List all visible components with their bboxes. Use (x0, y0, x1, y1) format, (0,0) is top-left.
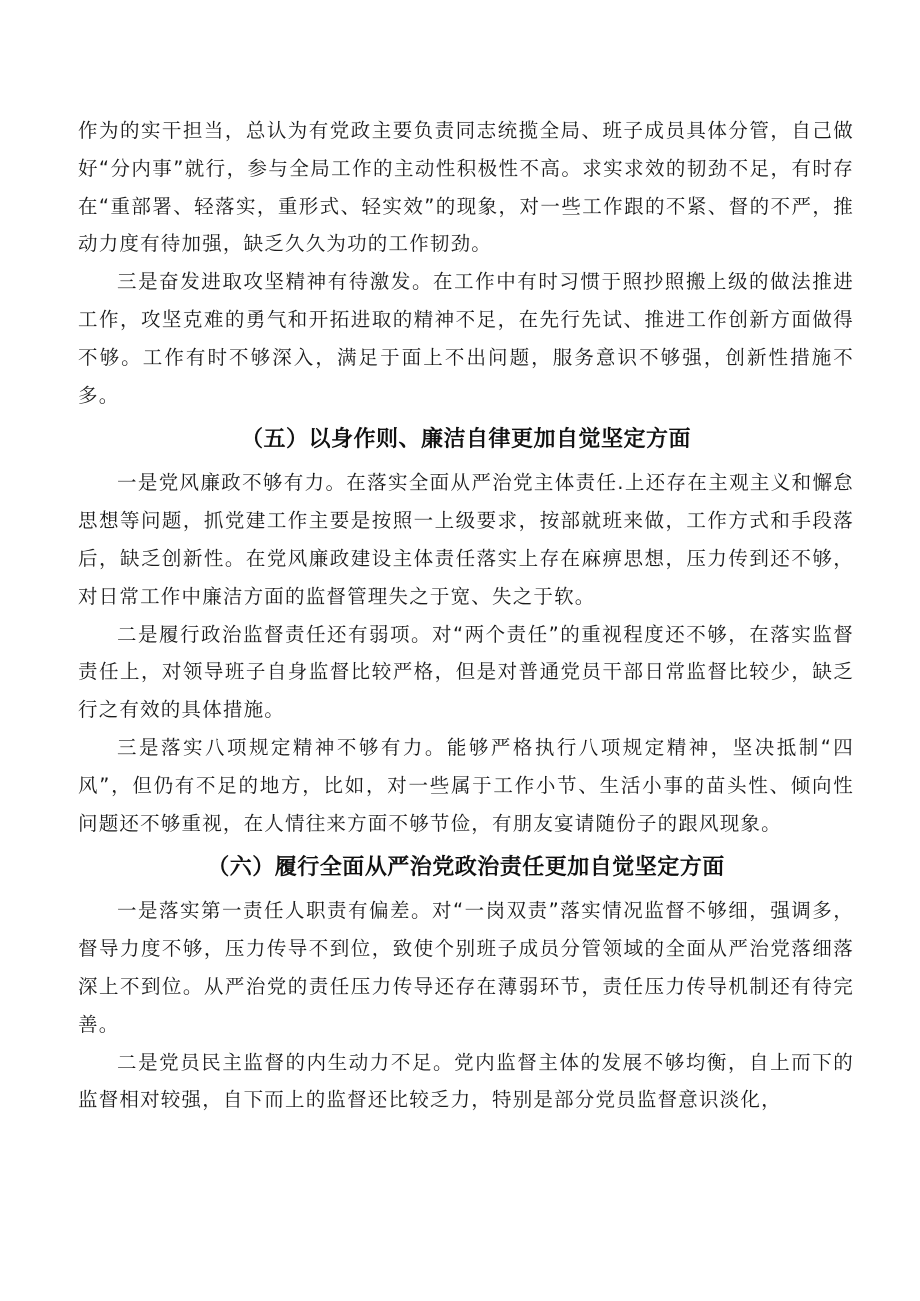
document-body (78, 112, 854, 1119)
paragraph-item-two: 二是履行政治监督责任还有弱项。对“两个责任”的重视程度还不够，在落实监督责任上，对领导班子自身监督比较严格，但是对普通党员干部日常监督比较少，缺乏行之有效的具体措施。 (78, 622, 854, 722)
paragraph-continued: 作为的实干担当，总认为有党政主要负责同志统揽全局、班子成员具体分管，自己做好“分内事”就行，参与全局工作的主动性积极性不高。求实求效的韧劲不足，有时存在“重部署、轻落实，重形式、轻实效”的现象，对一些工作跟的不紧、督的不严，推动力度有待加强，缺乏久久为功的工作韧劲。 (78, 119, 854, 256)
paragraph-item-three: 三是落实八项规定精神不够有力。能够严格执行八项规定精神，坚决抵制“四风”，但仍有不足的地方，比如，对一些属于工作小节、生活小事的苗头性、倾向性问题还不够重视，在人情往来方面不够节俭，有朋友宴请随份子的跟风现象。 (78, 735, 854, 835)
paragraph-item-one: 一是落实第一责任人职责有偏差。对“一岗双责”落实情况监督不够细，强调多，督导力度不够，压力传导不到位，致使个别班子成员分管领域的全面从严治党落细落深上不到位。从严治党的责任压力传导还存在薄弱环节，责任压力传导机制还有待完善。 (78, 899, 854, 1036)
paragraph-item-one: 一是党风廉政不够有力。在落实全面从严治党主体责任.上还存在主观主义和懈怠思想等问题，抓党建工作主要是按照一上级要求，按部就班来做，工作方式和手段落后，缺乏创新性。在党风廉政建设主体责任落实上存在麻痹思想，压力传到还不够，对日常工作中廉洁方面的监督管理失之于宽、失之于软。 (78, 471, 854, 608)
section-heading-five: （五）以身作则、廉洁自律更加自觉坚定方面 (240, 427, 691, 453)
paragraph-item-three: 三是奋发进取攻坚精神有待激发。在工作中有时习惯于照抄照搬上级的做法推进工作，攻坚克难的勇气和开拓进取的精神不足，在先行先试、推进工作创新方面做得不够。工作有时不够深入，满足于面上不出问题，服务意识不够强，创新性措施不多。 (78, 270, 854, 407)
section-heading-six: （六）履行全面从严治党政治责任更加自觉坚定方面 (207, 855, 725, 881)
paragraph-item-two: 二是党员民主监督的内生动力不足。党内监督主体的发展不够均衡，自上而下的监督相对较强，自下而上的监督还比较乏力，特别是部分党员监督意识淡化， (78, 1050, 854, 1112)
